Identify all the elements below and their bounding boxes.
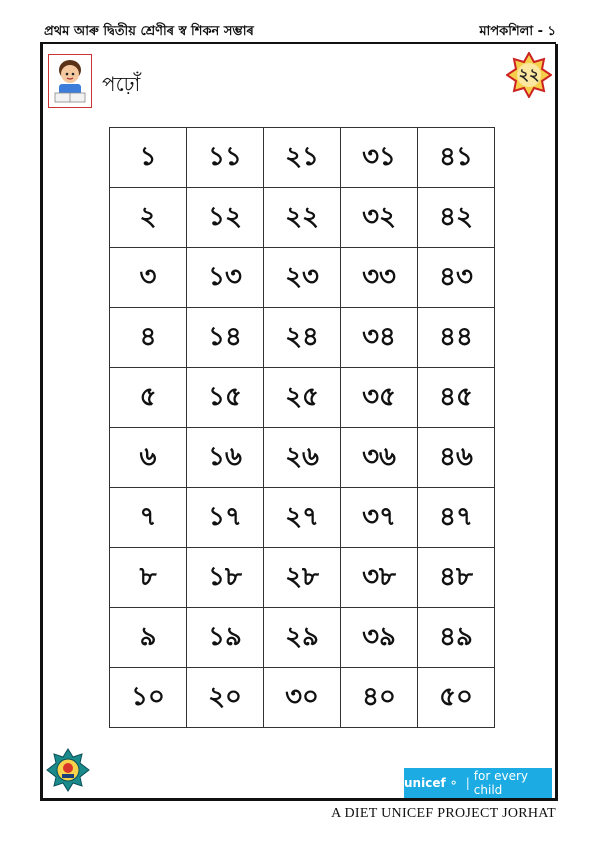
read-instruction: পঢ়োঁ [102,72,141,96]
number-cell: ৪৬ [418,428,495,488]
number-cell: ৯ [110,608,187,668]
number-cell: ২৮ [264,548,341,608]
globe-icon: ⚬ [448,776,459,790]
number-cell: ২০ [187,668,264,728]
number-cell: ২৬ [264,428,341,488]
divider: | [465,776,470,790]
number-cell: ৪০ [341,668,418,728]
number-cell: ৪৮ [418,548,495,608]
number-cell: ২৫ [264,368,341,428]
number-cell: ৩৫ [341,368,418,428]
number-cell: ১৪ [187,308,264,368]
unicef-name: unicef [404,776,446,790]
number-cell: ৪৯ [418,608,495,668]
worksheet-number: মাপকশিলা - ১ [479,24,556,39]
grid-row [110,188,495,248]
page-badge-number: ২২ [518,65,540,84]
number-cell: ৩০ [264,668,341,728]
grid-row [110,548,495,608]
number-cell: ৩৪ [341,308,418,368]
number-cell: ৫০ [418,668,495,728]
number-cell: ২১ [264,128,341,188]
number-cell: ১০ [110,668,187,728]
number-cell: ২২ [264,188,341,248]
number-cell: ১ [110,128,187,188]
grid-row [110,428,495,488]
number-cell: ৩৭ [341,488,418,548]
number-cell: ১৬ [187,428,264,488]
number-cell: ১৯ [187,608,264,668]
number-cell: ১৭ [187,488,264,548]
grid-row [110,128,495,188]
number-cell: ২৩ [264,248,341,308]
grid-row [110,668,495,728]
reading-child-icon [48,54,92,108]
grid-row [110,488,495,548]
number-cell: ১৩ [187,248,264,308]
grid-row [110,368,495,428]
number-cell: ৪৪ [418,308,495,368]
unicef-logo [404,768,552,798]
number-cell: ৪১ [418,128,495,188]
number-cell: ১৮ [187,548,264,608]
grid-row [110,308,495,368]
unicef-tagline: for every child [473,769,528,797]
project-credit: A DIET UNICEF PROJECT JORHAT [331,806,556,821]
number-cell: ২৪ [264,308,341,368]
number-cell: ৪২ [418,188,495,248]
number-cell: ৩৯ [341,608,418,668]
number-cell: ৪৭ [418,488,495,548]
number-cell: ৩১ [341,128,418,188]
number-cell: ৭ [110,488,187,548]
number-cell: ২৭ [264,488,341,548]
number-cell: ৮ [110,548,187,608]
number-cell: ৩২ [341,188,418,248]
number-cell: ৩৮ [341,548,418,608]
grid-row [110,248,495,308]
number-cell: ৪৫ [418,368,495,428]
number-cell: ৬ [110,428,187,488]
number-cell: ৩৩ [341,248,418,308]
number-cell: ১২ [187,188,264,248]
number-cell: ৫ [110,368,187,428]
number-cell: ৩৬ [341,428,418,488]
grid-row [110,608,495,668]
diet-emblem-icon [46,748,90,792]
number-cell: ৪৩ [418,248,495,308]
number-cell: ৩ [110,248,187,308]
number-grid [109,127,495,728]
number-cell: ১১ [187,128,264,188]
number-cell: ১৫ [187,368,264,428]
number-cell: ২৯ [264,608,341,668]
header-title: প্ৰথম আৰু দ্বিতীয় শ্ৰেণীৰ স্ব শিকন সম্ভাৰ [44,24,254,39]
number-cell: ৪ [110,308,187,368]
number-cell: ২ [110,188,187,248]
